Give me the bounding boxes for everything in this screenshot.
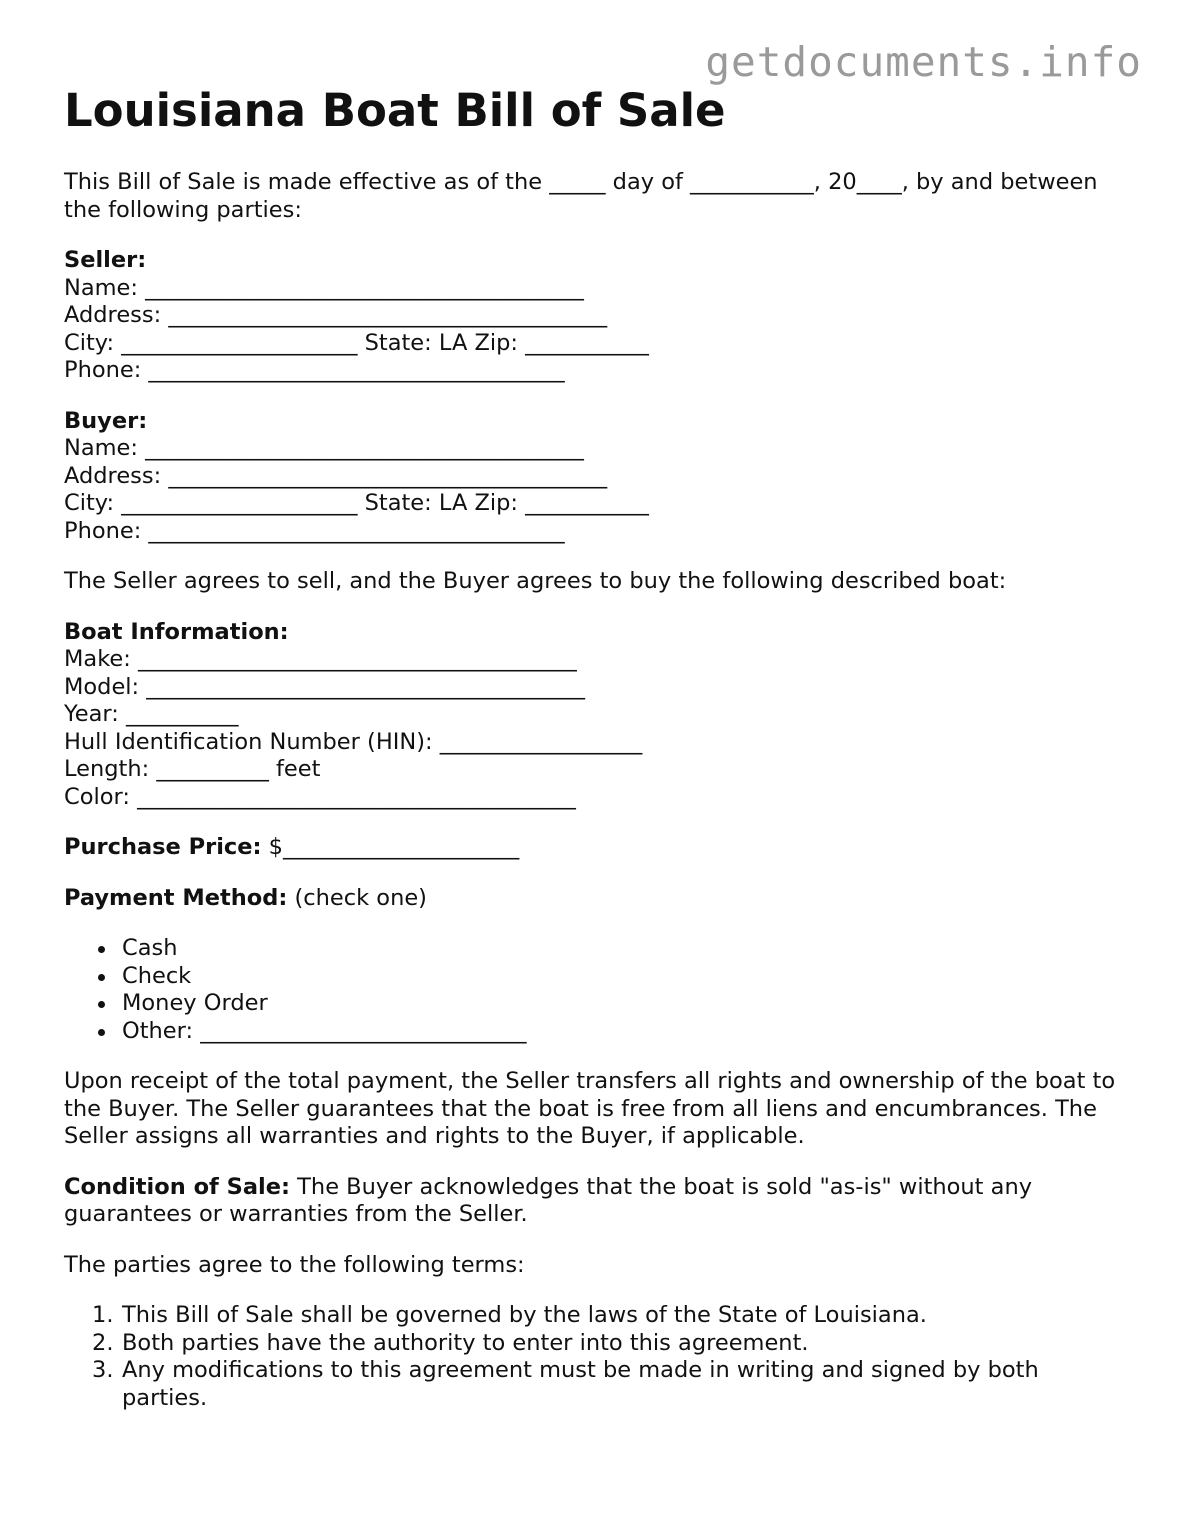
terms-list bbox=[64, 1302, 1124, 1412]
payment-option-cash: Cash bbox=[122, 935, 1124, 963]
boat-year-field: Year: __________ bbox=[64, 701, 239, 727]
buyer-city-state-zip-field: City: _____________________ State: LA Zip: ___________ bbox=[64, 490, 649, 516]
payment-option-check: Check bbox=[122, 963, 1124, 991]
transfer-paragraph: Upon receipt of the total payment, the Seller transfers all rights and ownership of the boat to the Buyer. The Seller guarantees that the boat is free from all liens and encumbrances. The Seller assigns all warranties and rights to the Buyer, if applicable. bbox=[64, 1068, 1116, 1149]
boat-model-field: Model: _______________________________________ bbox=[64, 673, 586, 700]
seller-name-field: Name: _______________________________________ bbox=[64, 274, 584, 301]
term-number: 1. bbox=[92, 1302, 114, 1328]
boat-information-heading: Boat Information: bbox=[64, 618, 289, 645]
term-number: 2. bbox=[92, 1329, 114, 1356]
purchase-price-field: $_____________________ bbox=[261, 834, 520, 860]
seller-address-field: Address: _______________________________________ bbox=[64, 302, 608, 328]
condition-of-sale-label: Condition of Sale: bbox=[64, 1173, 291, 1200]
intro-paragraph: This Bill of Sale is made effective as of the _____ day of ___________, 20____, by and between the following parties: bbox=[64, 169, 1098, 223]
boat-make-field: Make: _______________________________________ bbox=[64, 646, 577, 672]
buyer-heading: Buyer: bbox=[64, 407, 148, 434]
term-text: Any modifications to this agreement must be made in writing and signed by both parties. bbox=[122, 1357, 1039, 1411]
payment-option-other: Other: _____________________________ bbox=[122, 1018, 1124, 1046]
seller-section bbox=[64, 247, 1124, 385]
term-text: Both parties have the authority to enter into this agreement. bbox=[122, 1329, 809, 1356]
payment-method-line bbox=[64, 885, 1124, 913]
agreement-sentence: The Seller agrees to sell, and the Buyer agrees to buy the following described boat: bbox=[64, 568, 1007, 594]
condition-of-sale-text: The Buyer acknowledges that the boat is sold "as-is" without any guarantees or warranties from the Seller. bbox=[64, 1173, 1033, 1227]
document-title: Louisiana Boat Bill of Sale bbox=[64, 84, 726, 137]
buyer-phone-field: Phone: _____________________________________ bbox=[64, 517, 565, 544]
watermark: getdocuments.info bbox=[705, 38, 1142, 86]
purchase-price-label: Purchase Price: bbox=[64, 834, 262, 860]
term-text: This Bill of Sale shall be governed by the laws of the State of Louisiana. bbox=[122, 1302, 927, 1328]
boat-color-field: Color: _______________________________________ bbox=[64, 783, 576, 810]
boat-information-section bbox=[64, 619, 1124, 812]
seller-heading: Seller: bbox=[64, 247, 147, 273]
payment-option-money-order: Money Order bbox=[122, 990, 1124, 1018]
terms-intro: The parties agree to the following terms: bbox=[64, 1251, 525, 1278]
buyer-section bbox=[64, 408, 1124, 546]
list-item bbox=[92, 1302, 1124, 1330]
buyer-name-field: Name: _______________________________________ bbox=[64, 435, 584, 461]
term-number: 3. bbox=[92, 1357, 114, 1383]
buyer-address-field: Address: _______________________________________ bbox=[64, 462, 608, 489]
payment-method-note: (check one) bbox=[287, 884, 427, 911]
list-item bbox=[92, 1329, 1124, 1358]
boat-hin-field: Hull Identification Number (HIN): __________________ bbox=[64, 728, 643, 755]
list-item bbox=[92, 1357, 1124, 1412]
boat-length-field: Length: __________ feet bbox=[64, 756, 321, 782]
payment-options-list bbox=[64, 935, 1124, 1045]
purchase-price-line bbox=[64, 834, 1124, 862]
payment-method-label: Payment Method: bbox=[64, 884, 288, 911]
condition-of-sale-paragraph bbox=[64, 1174, 1124, 1229]
seller-phone-field: Phone: _____________________________________ bbox=[64, 357, 565, 383]
seller-city-state-zip-field: City: _____________________ State: LA Zip: ___________ bbox=[64, 329, 649, 356]
document-page bbox=[64, 80, 1124, 1412]
